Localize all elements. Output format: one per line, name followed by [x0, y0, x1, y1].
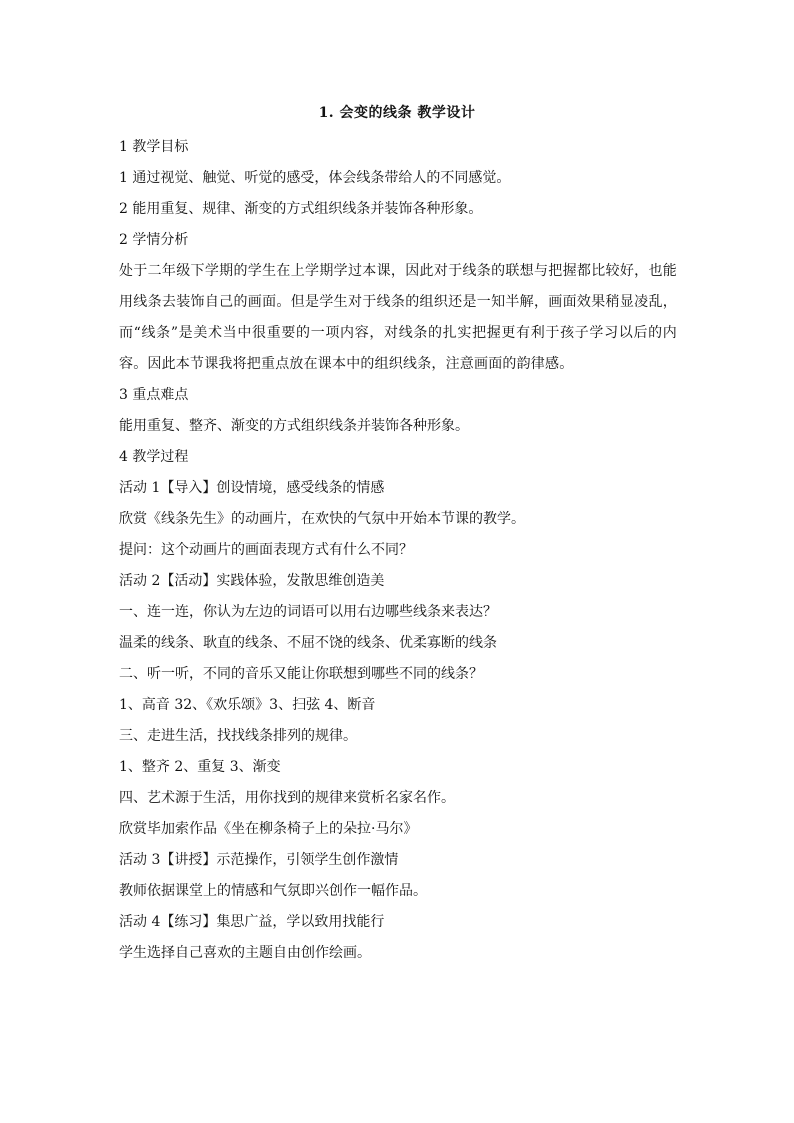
activity-2-line-4: 1、高音 32、《欢乐颂》3、扫弦 4、断音	[119, 697, 376, 713]
activity-2-line-3: 二、听一听，不同的音乐又能让你联想到哪些不同的线条？	[119, 666, 483, 682]
activity-2-line-8: 欣赏毕加索作品《坐在柳条椅子上的朵拉·马尔》	[119, 821, 418, 837]
activity-1-title: 活动 1【导入】创设情境，感受线条的情感	[119, 480, 385, 496]
section-heading-key-points: 3 重点难点	[119, 387, 189, 403]
activity-2-line-2: 温柔的线条、耿直的线条、不屈不饶的线条、优柔寡断的线条	[119, 635, 497, 651]
activity-3-line-1: 教师依据课堂上的情感和气氛即兴创作一幅作品。	[119, 883, 427, 899]
activity-4-line-1: 学生选择自己喜欢的主题自由创作绘画。	[119, 945, 371, 961]
section-heading-goals: 1 教学目标	[119, 139, 189, 155]
activity-2-title: 活动 2【活动】实践体验，发散思维创造美	[119, 573, 385, 589]
document-body	[119, 132, 677, 969]
goal-item-1: 1 通过视觉、触觉、听觉的感受，体会线条带给人的不同感觉。	[119, 170, 511, 186]
activity-1-line-2: 提问：这个动画片的画面表现方式有什么不同？	[119, 542, 413, 558]
activity-1-line-1: 欣赏《线条先生》的动画片，在欢快的气氛中开始本节课的教学。	[119, 511, 525, 527]
goal-item-2: 2 能用重复、规律、渐变的方式组织线条并装饰各种形象。	[119, 201, 483, 217]
activity-2-line-7: 四、艺术源于生活，用你找到的规律来赏析名家名作。	[119, 790, 455, 806]
activity-3-title: 活动 3【讲授】示范操作，引领学生创作激情	[119, 852, 399, 868]
activity-2-line-1: 一、连一连，你认为左边的词语可以用右边哪些线条来表达？	[119, 604, 497, 620]
analysis-paragraph: 处于二年级下学期的学生在上学期学过本课，因此对于线条的联想与把握都比较好，也能用线条去装饰自己的画面。但是学生对于线条的组织还是一知半解，画面效果稍显凌乱，而“线条”是美术当中很重要的一项内容，对线条的扎实把握更有利于孩子学习以后的内容。因此本节课我将把重点放在课本中的组织线条，注意画面的韵律感。	[119, 263, 677, 372]
section-heading-analysis: 2 学情分析	[119, 232, 189, 248]
section-heading-process: 4 教学过程	[119, 449, 189, 465]
key-points-text: 能用重复、整齐、渐变的方式组织线条并装饰各种形象。	[119, 418, 469, 434]
activity-2-line-5: 三、走进生活，找找线条排列的规律。	[119, 728, 357, 744]
activity-2-line-6: 1、整齐 2、重复 3、渐变	[119, 759, 281, 775]
activity-4-title: 活动 4【练习】集思广益，学以致用找能行	[119, 914, 385, 930]
page-title: 1. 会变的线条 教学设计	[318, 105, 476, 121]
